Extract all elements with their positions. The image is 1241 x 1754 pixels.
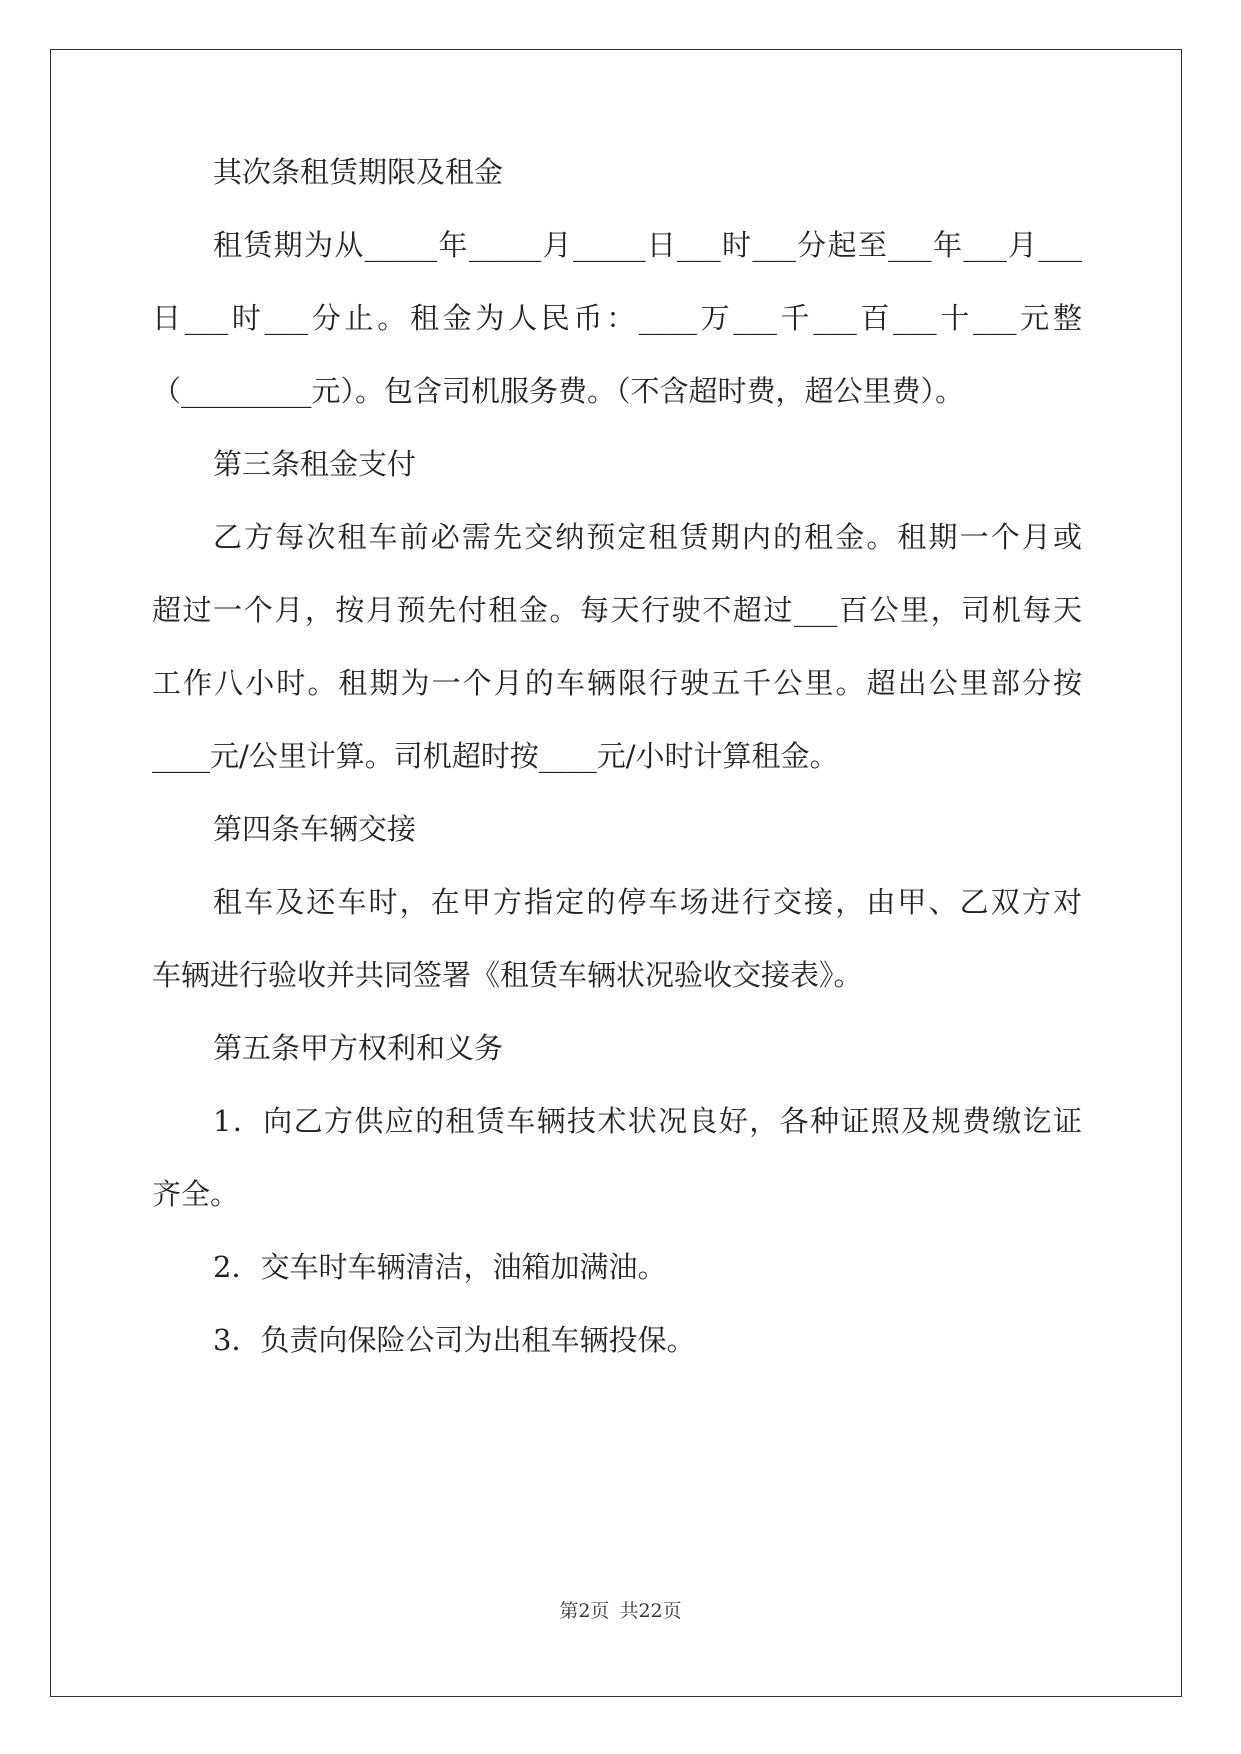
paragraph-line: （_________元）。包含司机服务费。（不含超时费，超公里费）。 <box>152 374 965 408</box>
section-heading-2: 其次条租赁期限及租金 <box>213 155 504 189</box>
paragraph-line: 超过一个月，按月预先付租金。每天行驶不超过___百公里，司机每天 <box>152 593 1082 627</box>
list-item: 3．负责向保险公司为出租车辆投保。 <box>213 1323 696 1357</box>
paragraph-line: 租赁期为从_____年_____月_____日___时___分起至___年___月___ <box>213 228 1082 262</box>
paragraph-line: 租车及还车时，在甲方指定的停车场进行交接，由甲、乙双方对 <box>213 885 1082 919</box>
list-item-continuation: 齐全。 <box>152 1177 240 1211</box>
section-heading-5: 第五条甲方权利和义务 <box>213 1031 504 1065</box>
paragraph-line: 工作八小时。租期为一个月的车辆限行驶五千公里。超出公里部分按 <box>152 666 1082 700</box>
section-heading-3: 第三条租金支付 <box>213 447 417 481</box>
paragraph-line: ____元/公里计算。司机超时按____元/小时计算租金。 <box>152 739 839 773</box>
paragraph-line: 车辆进行验收并共同签署《租赁车辆状况验收交接表》。 <box>152 958 863 992</box>
page-number-footer: 第2页 共22页 <box>559 1600 682 1622</box>
list-item: 2．交车时车辆清洁，油箱加满油。 <box>213 1250 667 1284</box>
section-heading-4: 第四条车辆交接 <box>213 812 417 846</box>
page-border <box>50 49 1182 1697</box>
list-item: 1．向乙方供应的租赁车辆技术状况良好，各种证照及规费缴讫证 <box>213 1104 1082 1138</box>
paragraph-line: 乙方每次租车前必需先交纳预定租赁期内的租金。租期一个月或 <box>213 520 1082 554</box>
paragraph-line: 日___时___分止。租金为人民币：____万___千___百___十___元整 <box>152 301 1082 335</box>
